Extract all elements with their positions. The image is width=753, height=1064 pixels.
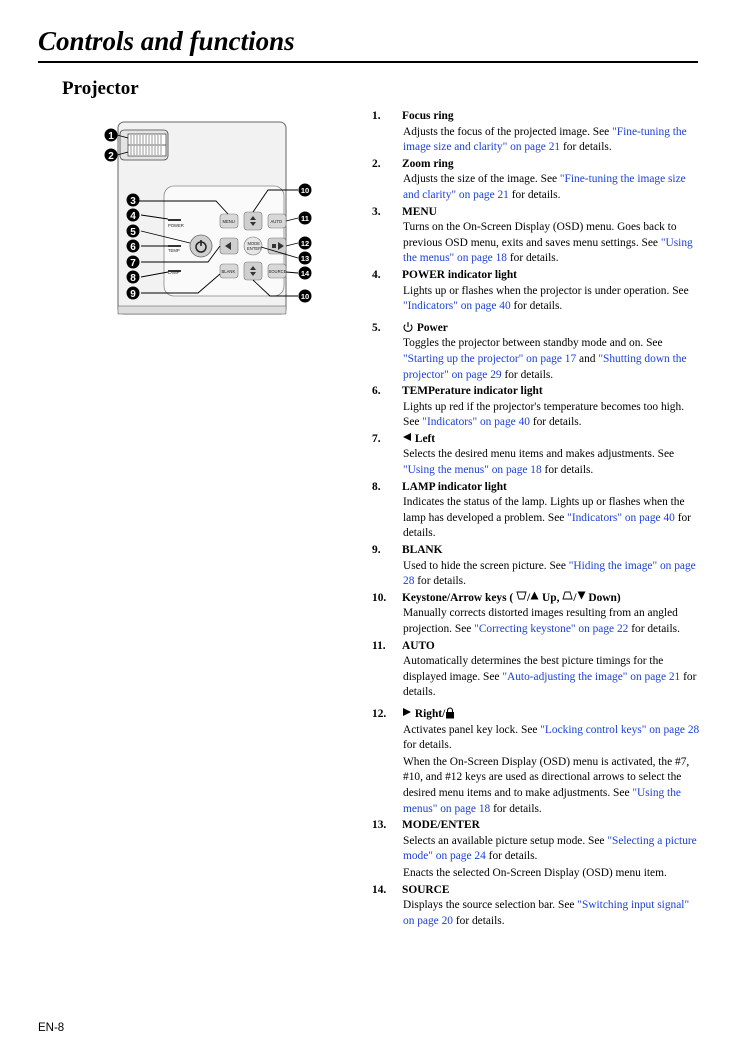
list-item: 3. MENU Turns on the On-Screen Display (OSD) menu. Goes back to previous OSD menu, exits and saves menu settings. See "Using the menus" on page 18 for details. <box>372 205 693 265</box>
svg-text:11: 11 <box>301 214 309 223</box>
callout-1 <box>105 129 118 143</box>
page-title: Controls and functions <box>38 26 295 56</box>
svg-text:5: 5 <box>130 227 136 238</box>
list-item: 8. LAMP indicator light Indicates the status of the lamp. Lights up or flashes when the lamp has developed a problem. See "Indicators" on page 40 for details. <box>372 480 691 540</box>
item-title: MODE/ENTER <box>402 819 480 832</box>
item-title: Keystone/Arrow keys ( <box>402 591 514 604</box>
xref-link[interactable]: "Indicators" on page 40 <box>403 300 511 313</box>
enter-key-label: ENTER <box>247 246 262 251</box>
mode-key-label: MODE <box>247 241 261 246</box>
xref-link[interactable]: "Starting up the projector" on page 17 <box>403 352 577 365</box>
svg-text:9: 9 <box>130 289 136 300</box>
svg-text:8: 8 <box>130 273 136 284</box>
xref-link[interactable]: "Switching input signal" on page 20 <box>403 899 690 927</box>
svg-text:12: 12 <box>300 239 310 248</box>
lock-icon <box>445 707 455 719</box>
xref-link[interactable]: "Auto-adjusting the image" on page 21 <box>502 670 681 683</box>
lens-assembly <box>120 130 168 160</box>
list-item: 7. Left Selects the desired menu items and makes adjustments. See "Using the menus" on page 18 for details. <box>372 432 675 477</box>
callout-11 <box>299 212 312 225</box>
list-item: 9. BLANK Used to hide the screen picture. See "Hiding the image" on page 28 for details. <box>372 544 696 588</box>
section-title: Projector <box>62 78 139 99</box>
xref-link[interactable]: "Locking control keys" on page 28 <box>540 723 700 736</box>
callout-2 <box>105 149 118 163</box>
item-title: MENU <box>402 205 437 218</box>
xref-link[interactable]: "Using the menus" on page 18 <box>403 786 681 815</box>
callout-13 <box>299 252 312 265</box>
source-key-label: SOURCE <box>268 269 287 274</box>
callout-10-bottom <box>299 290 312 303</box>
item-title: Focus ring <box>402 110 454 122</box>
item-title: Power <box>416 321 448 334</box>
item-title: POWER indicator light <box>402 268 517 281</box>
temp-indicator-label: TEMP <box>168 248 180 253</box>
up-arrow-icon <box>530 591 539 600</box>
list-item: 2. Zoom ring Adjusts the size of the image. See "Fine-tuning the image size and clarity" on page 21 for details. <box>372 157 686 201</box>
item-title: AUTO <box>402 639 435 652</box>
auto-key-label: AUTO <box>270 219 283 224</box>
xref-link[interactable]: "Hiding the image" on page 28 <box>403 559 696 588</box>
blank-key-label: BLANK <box>221 269 236 274</box>
title-rule <box>38 61 698 63</box>
list-item: 6. TEMPerature indicator light Lights up red if the projector's temperature becomes too high. See "Indicators" on page 40 for details. <box>372 385 685 429</box>
item-title: BLANK <box>402 544 443 557</box>
projector-diagram <box>98 116 320 316</box>
lamp-indicator-label: LAMP <box>168 270 180 275</box>
xref-link[interactable]: "Shutting down the projector" on page 29 <box>403 352 687 381</box>
item-title: Right/ <box>414 707 446 720</box>
xref-link[interactable]: "Indicators" on page 40 <box>422 416 530 429</box>
xref-link[interactable]: "Fine-tuning the image size and clarity" on page 21 <box>403 125 687 154</box>
item-title: TEMPerature indicator light <box>402 385 543 398</box>
svg-text:4: 4 <box>130 211 136 222</box>
right-arrow-icon <box>402 707 412 717</box>
svg-text:14: 14 <box>300 269 310 278</box>
controls-list <box>372 109 702 930</box>
list-item: 5. Power Toggles the projector between standby mode and on. See "Starting up the projector" on page 17 and "Shutting down the projector" on page 29 for details. <box>372 321 687 381</box>
keystone-up-icon <box>516 591 527 600</box>
list-item: 4. POWER indicator light Lights up or flashes when the projector is under operation. See "Indicators" on page 40 for details. <box>372 268 689 313</box>
callout-12 <box>299 237 312 250</box>
list-item: 12. Right/ Activates panel key lock. See "Locking control keys" on page 28 for details. When the On-Screen Display (OSD) menu is activated, the #7, #10, and #12 keys are used as directional arrows to select the desired menu items and to make adjustments. See "Using the menus" on page 18 for details. <box>372 707 700 815</box>
svg-text:1: 1 <box>108 131 114 142</box>
xref-link[interactable]: "Using the menus" on page 18 <box>403 464 542 477</box>
svg-text:13: 13 <box>300 254 310 263</box>
keystone-down-icon <box>562 591 573 600</box>
list-item: 1. Focus ring Adjusts the focus of the projected image. See "Fine-tuning the image size and clarity" on page 21 for details. <box>372 110 687 154</box>
svg-text:10: 10 <box>300 186 310 195</box>
xref-link[interactable]: "Selecting a picture mode" on page 24 <box>403 834 697 863</box>
down-arrow-icon <box>577 591 586 600</box>
menu-key-label: MENU <box>222 219 235 224</box>
item-title: SOURCE <box>402 883 450 896</box>
list-item: 13. MODE/ENTER Selects an available picture setup mode. See "Selecting a picture mode" on page 24 for details. Enacts the selected On-Screen Display (OSD) menu item. <box>372 819 697 879</box>
xref-link[interactable]: "Correcting keystone" on page 22 <box>474 623 629 635</box>
svg-text:7: 7 <box>130 258 136 269</box>
page-number: EN-8 <box>38 1022 65 1034</box>
power-icon <box>402 321 414 333</box>
svg-text:6: 6 <box>130 242 136 253</box>
xref-link[interactable]: "Fine-tuning the image size and clarity" on page 21 <box>403 173 686 201</box>
svg-text:3: 3 <box>130 196 136 207</box>
xref-link[interactable]: "Indicators" on page 40 <box>567 511 675 524</box>
callout-10-top <box>299 184 312 197</box>
item-title: Left <box>414 432 436 445</box>
list-item: 10. Keystone/Arrow keys ( / Up, / Down) Manually corrects distorted images resulting from an angled projection. See "Correcting keystone" on page 22 for details. <box>372 591 680 635</box>
svg-text:2: 2 <box>108 151 114 162</box>
callout-14 <box>299 267 312 280</box>
item-title: Zoom ring <box>402 157 454 170</box>
svg-text:10: 10 <box>300 292 310 301</box>
list-item: 11. AUTO Automatically determines the best picture timings for the displayed image. See "Auto-adjusting the image" on page 21 for details. <box>372 639 697 699</box>
list-item: 14. SOURCE Displays the source selection bar. See "Switching input signal" on page 20 for details. <box>372 883 690 927</box>
left-arrow-icon <box>402 432 412 442</box>
item-title: LAMP indicator light <box>402 480 507 493</box>
power-indicator-label: POWER <box>168 223 184 228</box>
xref-link[interactable]: "Using the menus" on page 18 <box>403 236 693 265</box>
